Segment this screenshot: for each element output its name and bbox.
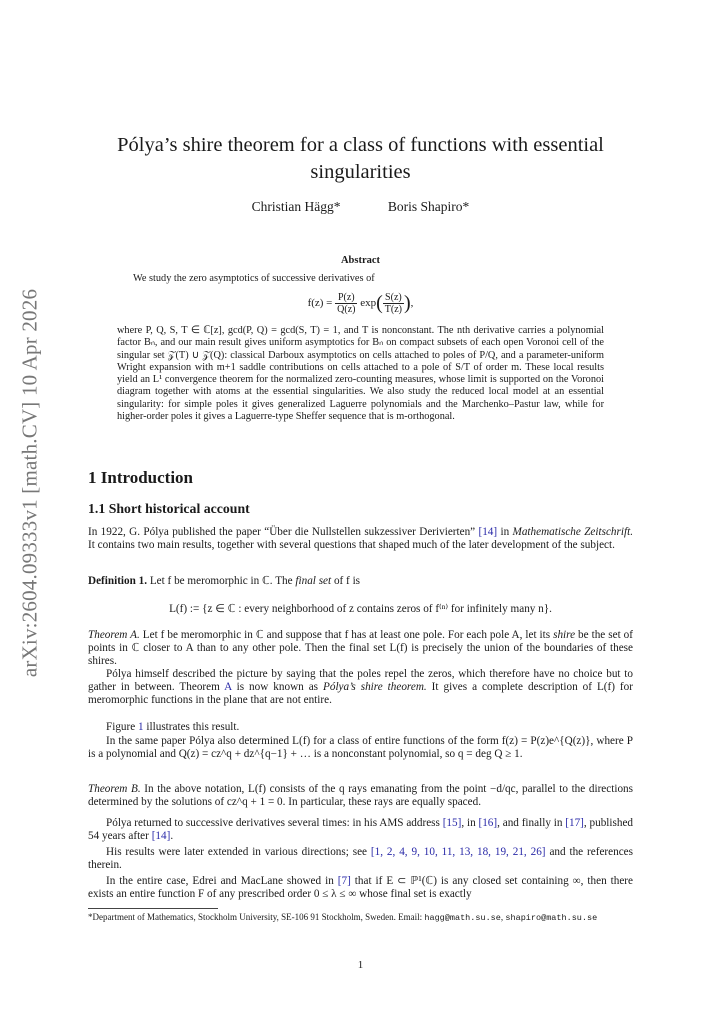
eq-fraction-pq xyxy=(335,292,357,315)
author-list xyxy=(88,199,633,215)
author-1: Christian Hägg* xyxy=(251,199,341,214)
arxiv-sidebar xyxy=(10,285,50,680)
definition-label: Definition 1. xyxy=(88,575,148,587)
eq-exp: exp xyxy=(360,297,377,310)
ref-link-7[interactable]: [7] xyxy=(337,875,351,887)
paragraph-edrei-maclane: In the entire case, Edrei and MacLane showed in [7] that if E ⊂ ℙ¹(ℂ) is any closed set containing ∞, then there exists an entire function F of any prescribed order 0 ≤ λ ≤ ∞ whose final set is exactly xyxy=(88,875,633,901)
abstract-body: where P, Q, S, T ∈ ℂ[z], gcd(P, Q) = gcd(S, T) = 1, and T is nonconstant. The nth derivative carries a polynomial factor Bₙ, and our main result gives uniform asymptotics for Bₙ on compact subsets of each open Voronoi cell of the singular set 𝒵(T) ∪ 𝒵(Q): classical Darboux asymptotics on cells attached to poles of P/Q, and a parameter-uniform Wright expansion with m+1 saddle contributions on cells attached to a pole of S/T of order m. These local results yield an L¹ convergence theorem for the normalized zero-counting measures, whose limit is supported on the Voronoi diagram together with atoms at the essential singularities. We also study the reduced local model at an essential singularity: for simple poles it gives generalized Laguerre polynomials and the Marchenko–Pastur law, while for higher-order poles it gives a Laguerre-type Sheffer sequence that is m-orthogonal. xyxy=(117,325,604,423)
footnote: *Department of Mathematics, Stockholm University, SE-106 91 Stockholm, Sweden. Email: hagg@math.su.se, shapiro@math.su.se xyxy=(88,912,598,923)
final-set-equation: L(f) := {z ∈ ℂ : every neighborhood of z contains zeros of f⁽ⁿ⁾ for infinitely many n}. xyxy=(169,603,552,615)
ref-link-theorem-a[interactable]: A xyxy=(224,681,232,694)
subsection-historical: 1.1 Short historical account xyxy=(88,501,250,516)
ref-link-15[interactable]: [15] xyxy=(442,817,462,829)
abstract-heading: Abstract xyxy=(340,255,381,266)
ref-link-14b[interactable]: [14] xyxy=(151,830,171,843)
footnote-rule xyxy=(88,908,218,909)
theorem-a: Theorem A. Let f be meromorphic in ℂ and suppose that f has at least one pole. For each pole A, let its shire be the set of points in ℂ closer to A than to any other pole. Then the final set L(f) is precisely the union of the boundaries of these shires. xyxy=(88,629,633,668)
paragraph-returned: Pólya returned to successive derivatives several times: in his AMS address [15], in [16], and finally in [17], published 54 years after [14]. xyxy=(88,817,634,843)
paper-title: Pólya’s shire theorem for a class of functions with essential singularities xyxy=(117,134,604,183)
definition-1: Definition 1. Let f be meromorphic in ℂ. The final set of f is xyxy=(88,575,361,587)
eq-num-s: S(z) xyxy=(383,292,404,304)
ref-link-figure-1[interactable]: 1 xyxy=(138,721,144,733)
eq-den-t: T(z) xyxy=(384,304,402,315)
paragraph-extensions: His results were later extended in various directions; see [1, 2, 4, 9, 10, 11, 13, 18, 19, 21, 26] and the references therein. xyxy=(88,846,633,872)
section-introduction: 1 Introduction xyxy=(88,468,194,487)
eq-den-q: Q(z) xyxy=(337,304,356,315)
author-2: Boris Shapiro* xyxy=(387,199,470,214)
abstract-intro: We study the zero asymptotics of successive derivatives of xyxy=(133,273,375,284)
paragraph-polya-description: Pólya himself described the picture by saying that the poles repel the zeros, which therefore have no choice but to gather in between. Theorem A is now known as Pólya’s shire theorem. It gives a complete description of L(f) for meromorphic functions in the plane that are not entire. xyxy=(88,668,633,707)
email-shapiro[interactable]: shapiro@math.su.se xyxy=(505,913,598,923)
page-number: 1 xyxy=(357,959,364,971)
ref-link-14[interactable]: [14] xyxy=(478,526,498,538)
ref-link-group[interactable]: [1, 2, 4, 9, 10, 11, 13, 18, 19, 21, 26] xyxy=(370,846,546,858)
theorem-b: Theorem B. In the above notation, L(f) consists of the q rays emanating from the point −d/qc, parallel to the directions determined by the solutions of cz^q + 1 = 0. In particular, these rays are equally spaced. xyxy=(88,783,633,809)
eq-fraction-st xyxy=(383,292,404,315)
theorem-a-label: Theorem A. xyxy=(88,629,140,641)
theorem-b-label: Theorem B. xyxy=(88,783,141,795)
arxiv-id: arXiv:2604.09333v1 [math.CV] 10 Apr 2026 xyxy=(17,288,42,677)
ref-link-17[interactable]: [17] xyxy=(565,817,584,829)
paragraph-entire-functions: In the same paper Pólya also determined L(f) for a class of entire functions of the form f(z) = P(z)e^{Q(z)}, where P is a polynomial and Q(z) = cz^q + dz^{q−1} + … is a nonconstant polynomial, so q = deg Q ≥ 1. xyxy=(88,735,633,761)
eq-lhs: f(z) = xyxy=(307,297,333,310)
paragraph-figure: Figure 1 illustrates this result. xyxy=(106,721,240,733)
abstract-equation: f(z) = $\frac{P(z)}{Q(z)}$ exp( $\frac{S(z)}{T(z)}$ ), xyxy=(307,292,414,315)
eq-tail: , xyxy=(410,297,414,310)
eq-num-p: P(z) xyxy=(335,292,357,304)
paragraph-intro: In 1922, G. Pólya published the paper “Über die Nullstellen sukzessiver Derivierten” [14] in Mathematische Zeitschrift. It contains two main results, together with several questions that shaped much of the later development of the subject. xyxy=(88,526,633,552)
ref-link-16[interactable]: [16] xyxy=(478,817,498,829)
email-hagg[interactable]: hagg@math.su.se xyxy=(424,913,501,923)
